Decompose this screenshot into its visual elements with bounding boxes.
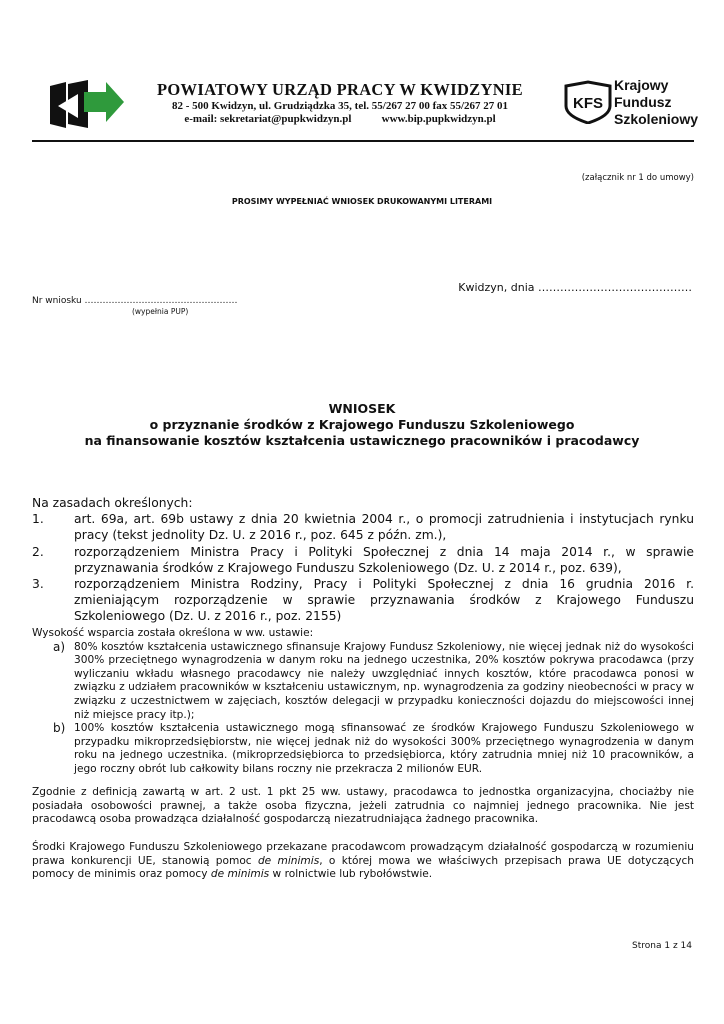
- item-letter: b): [53, 721, 66, 736]
- item-text: 80% kosztów kształcenia ustawicznego sfinansuje Krajowy Fundusz Szkoleniowy, nie więcej jednak niż do wysokości 300% przeciętnego wynagrodzenia w danym roku na jednego uczestnika, 20% kosztów pokrywa pracodawca (przy wyliczaniu wkładu własnego pracodawcy nie należy uwzględniać innych kosztów, które pracodawca ponosi w związku z udziałem pracowników w kształceniu ustawicznym, np. wynagrodzenia za godziny nieobecności w pracy w związku z uczestnictwem w zajęciach, kosztów delegacji w przypadku konieczności dojazdu do miejscowości innej niż miejsce pracy itp.);: [74, 640, 694, 721]
- header-divider: [32, 140, 694, 142]
- legal-basis-item: [32, 544, 694, 576]
- item-text: art. 69a, art. 69b ustawy z dnia 20 kwietnia 2004 r., o promocji zatrudnienia i instytucjach rynku pracy (tekst jednolity Dz. U. z 2016 r., poz. 645 z późn. zm.),: [74, 512, 694, 543]
- de-minimis-paragraph: [32, 841, 694, 882]
- de-minimis-text-2: , o której mowa we właściwych przepisach prawa UE dotyczących pomocy de minimis oraz pomocy: [32, 854, 695, 881]
- legal-basis-intro: Na zasadach określonych:: [32, 496, 193, 510]
- legal-basis-item: [32, 511, 694, 543]
- support-intro: Wysokość wsparcia została określona w ww. ustawie:: [32, 627, 314, 639]
- request-number-field[interactable]: Nr wniosku ……………………………………………: [32, 296, 238, 306]
- kfs-name-line2: Fundusz: [614, 94, 672, 110]
- org-address: 82 - 500 Kwidzyn, ul. Grudziądzka 35, tel. 55/267 27 00 fax 55/267 27 01: [171, 100, 509, 112]
- de-minimis-text-1: Środki Krajowego Funduszu Szkoleniowego przekazane pracodawcom prowadzącym działalność gospodarczą w rozumieniu prawa konkurencji UE, stanowią pomoc: [32, 841, 694, 867]
- title-line-1: WNIOSEK: [328, 401, 396, 416]
- item-number: 2.: [32, 544, 44, 559]
- title-line-3: na finansowanie kosztów kształcenia ustawicznego pracowników i pracodawcy: [84, 433, 640, 448]
- item-text: 100% kosztów kształcenia ustawicznego mogą sfinansować ze środków Krajowego Funduszu Szkoleniowego w przypadku mikroprzedsiębiorstw, nie więcej jednak niż do wysokości 300% przeciętnego wynagrodzenia w danym roku na jednego uczestnika. (mikroprzedsiębiorca to przedsiębiorca, który zatrudnia mniej niż 10 pracowników, a jego roczny obrót lub całkowity bilans roczny nie przekracza 2 milionów EUR.: [74, 722, 694, 775]
- item-text: rozporządzeniem Ministra Pracy i Polityki Społecznej z dnia 14 maja 2014 r., w sprawie przyznawania środków z Krajowego Funduszu Szkoleniowego (Dz. U. z 2014 r., poz. 639),: [74, 544, 694, 575]
- title-line-2: o przyznanie środków z Krajowego Funduszu Szkoleniowego: [149, 417, 575, 432]
- fill-instruction: PROSIMY WYPEŁNIAĆ WNIOSEK DRUKOWANYMI LITERAMI: [231, 197, 493, 206]
- item-number: 3.: [32, 577, 44, 592]
- kfs-logo: [562, 80, 614, 124]
- request-number-note: (wypełnia PUP): [132, 307, 189, 316]
- item-letter: a): [53, 639, 66, 654]
- support-section: [32, 627, 694, 777]
- de-minimis-text-3: w rolnictwie lub rybołówstwie.: [269, 868, 433, 881]
- item-number: 1.: [32, 512, 44, 527]
- legal-basis-item: [32, 576, 694, 625]
- de-minimis-italic-2: de minimis: [210, 868, 270, 881]
- date-field[interactable]: Kwidzyn, dnia ……………………………………: [458, 281, 692, 294]
- definition-paragraph: Zgodnie z definicją zawartą w art. 2 ust. 1 pkt 25 ww. ustawy, pracodawca to jednostka organizacyjna, chociażby nie posiadała osobowości prawnej, a także osoba fizyczna, jeżeli zatrudnia co najmniej jednego pracownika. Nie jest pracodawcą osoba prowadząca działalność gospodarczą niezatrudniająca żadnego pracownika.: [32, 786, 694, 826]
- support-item: [32, 641, 694, 723]
- pup-logo: [48, 78, 126, 132]
- legal-basis-section: [32, 495, 694, 625]
- attachment-note: (załącznik nr 1 do umowy): [581, 173, 694, 183]
- support-item: [32, 722, 694, 776]
- kfs-name-line1: Krajowy: [614, 77, 669, 93]
- de-minimis-italic-1: de minimis: [257, 854, 320, 867]
- item-text: rozporządzeniem Ministra Rodziny, Pracy i Polityki Społecznej z dnia 16 grudnia 2016 r. zmieniającym rozporządzenie w sprawie przyznawania środków z Krajowego Funduszu Szkoleniowego (Dz. U. z 2016 r., poz. 2155): [74, 577, 694, 624]
- org-contact: e-mail: sekretariat@pupkwidzyn.pl www.bip.pupkwidzyn.pl: [184, 113, 496, 125]
- page-number: Strona 1 z 14: [632, 941, 692, 951]
- org-name: POWIATOWY URZĄD PRACY W KWIDZYNIE: [157, 80, 523, 99]
- kfs-name-line3: Szkoleniowy: [614, 111, 699, 127]
- kfs-name: [614, 77, 698, 128]
- document-title: [0, 401, 724, 449]
- kfs-logo-letters: KFS: [573, 95, 603, 112]
